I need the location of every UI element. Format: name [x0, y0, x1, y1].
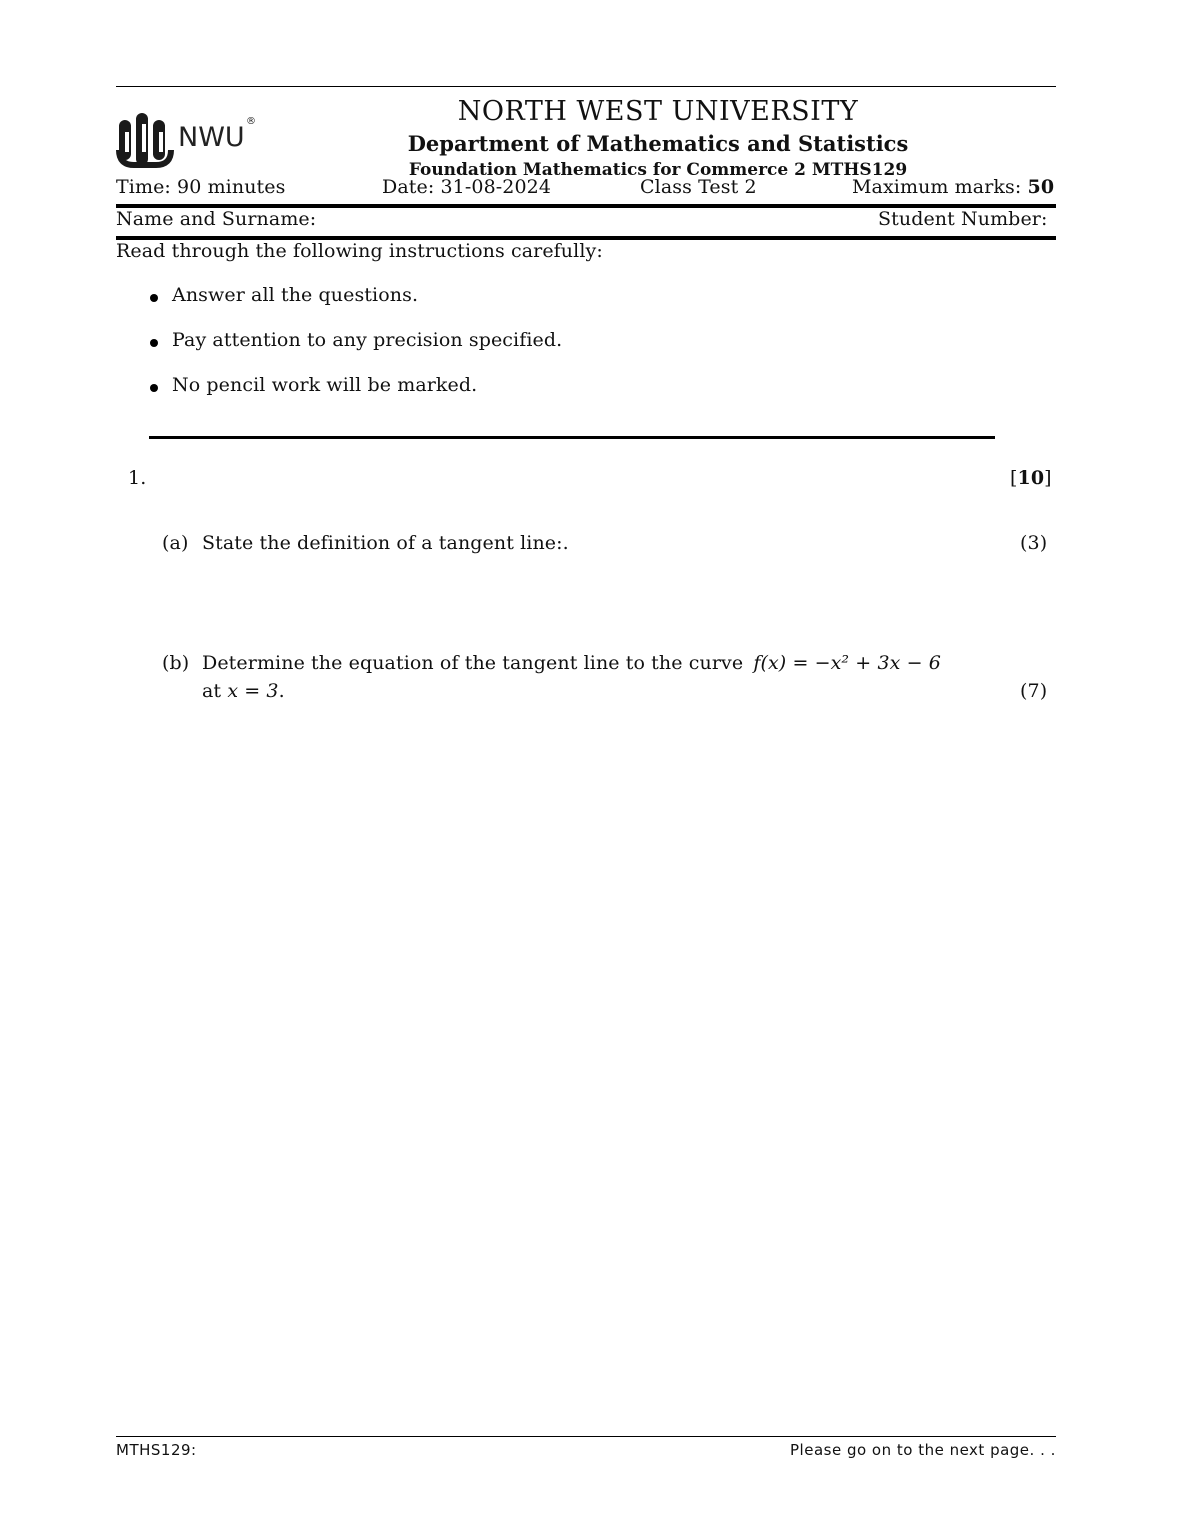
- part-b-x-value: x = 3: [227, 680, 279, 702]
- test-info: Class Test 2: [640, 176, 757, 198]
- max-marks-value: 50: [1027, 176, 1055, 198]
- name-surname-label: Name and Surname:: [116, 208, 317, 230]
- registered-mark: ®: [246, 116, 256, 127]
- instructions-intro: Read through the following instructions carefully:: [116, 240, 603, 262]
- part-b-period: .: [278, 680, 285, 702]
- part-b-formula: f(x) = −x² + 3x − 6: [753, 652, 941, 674]
- part-b-line2: [202, 680, 285, 702]
- question-number: 1.: [128, 467, 147, 489]
- instruction-list: [148, 284, 848, 414]
- footer-next-page: Please go on to the next page. . .: [790, 1441, 1056, 1459]
- time-info: Time: 90 minutes: [116, 176, 286, 198]
- total-value: 10: [1017, 467, 1045, 489]
- part-b-text: [202, 652, 941, 674]
- department-title: Department of Mathematics and Statistics: [407, 131, 909, 156]
- part-b-at: at: [202, 680, 222, 702]
- part-b-marks: (7): [1020, 680, 1048, 702]
- bracket-open: [: [1010, 467, 1018, 489]
- bullet-icon: [150, 384, 158, 392]
- instruction-text: No pencil work will be marked.: [172, 374, 478, 396]
- bracket-close: ]: [1044, 467, 1052, 489]
- footer-course-code: MTHS129:: [116, 1441, 197, 1459]
- footer-rule: [116, 1436, 1056, 1437]
- bullet-icon: [150, 294, 158, 302]
- part-a-text: State the definition of a tangent line:.: [202, 532, 569, 554]
- instructions-divider: [149, 436, 995, 439]
- top-rule: [116, 86, 1056, 87]
- part-a-label: (a): [162, 532, 189, 554]
- bullet-icon: [150, 339, 158, 347]
- date-info: Date: 31-08-2024: [382, 176, 552, 198]
- part-b-question: Determine the equation of the tangent line to the curve: [202, 652, 744, 674]
- part-a-marks: (3): [1020, 532, 1048, 554]
- course-title: Foundation Mathematics for Commerce 2 MTHS129: [408, 160, 908, 180]
- max-marks: [852, 176, 1054, 198]
- student-number-label: Student Number:: [878, 208, 1048, 230]
- max-marks-label: Maximum marks:: [852, 176, 1028, 198]
- instruction-text: Answer all the questions.: [172, 284, 419, 306]
- part-b-label: (b): [162, 652, 190, 674]
- nwu-logo-text: NWU: [178, 122, 245, 153]
- university-title: NORTH WEST UNIVERSITY: [457, 96, 859, 127]
- instruction-text: Pay attention to any precision specified.: [172, 329, 563, 351]
- question-total-marks: [1010, 467, 1052, 489]
